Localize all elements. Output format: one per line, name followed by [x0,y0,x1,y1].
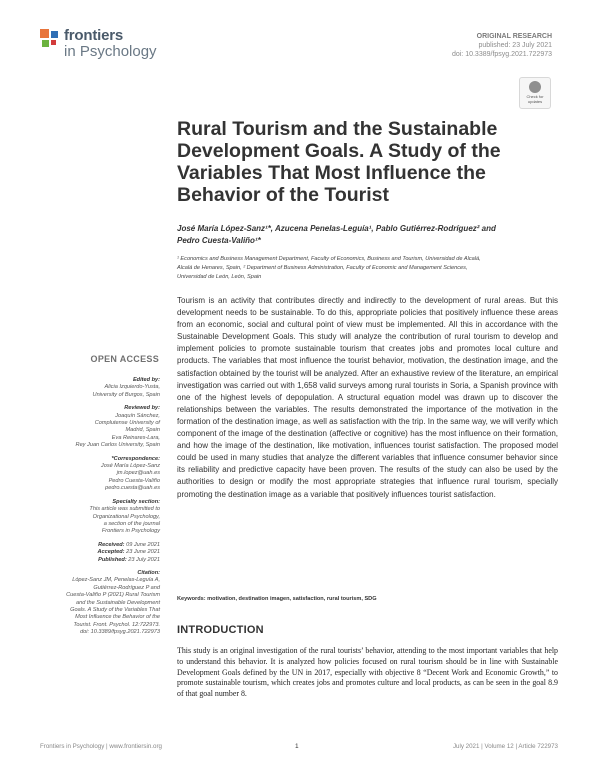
reviewed-by-label: Reviewed by: [124,405,160,412]
citation-doi[interactable]: doi: 10.3389/fpsyg.2021.722973 [80,629,160,636]
specialty-label: Specialty section: [112,498,160,505]
citation-line: Goals. A Study of the Variables That [70,606,160,613]
correspondence-line: Pedro Cuesta-Valiño [108,477,160,484]
check-for-updates-badge[interactable] [519,77,551,109]
introduction-paragraph: This study is an original investigation of the rural tourists’ behavior, attending to the most important variables that help to understand this behavior. It is analyzed how policies focused on rural tourism should be in line with Sustainable Development Goals defined by the UN in 2017, especially with objective 8 “Decent Work and Economic Growth,” to promote sustainable tourism, which creates jobs and promotes culture and local products, as can be seen in the goal 8.9 of that goal number 8. [177,646,558,699]
received-line [40,542,160,549]
specialty-line: Organizational Psychology, [92,513,160,520]
introduction-heading: INTRODUCTION [177,624,264,636]
affiliations [177,255,557,281]
reviewer-line: Madrid, Spain [125,427,160,434]
accepted-line [40,549,160,556]
journal-name-line1: frontiers [64,27,124,44]
footer-volume-info: July 2021 | Volume 12 | Article 722973 [452,743,558,750]
doi-link[interactable]: doi: 10.3389/fpsyg.2021.722973 [451,51,552,58]
published-date: published: 23 July 2021 [478,42,552,49]
footer-journal-link[interactable]: Frontiers in Psychology | www.frontiersin.org [40,743,162,750]
journal-name-line2: in Psychology [64,43,157,60]
article-meta [452,32,552,59]
citation-line: López-Sanz JM, Penelas-Leguía A, [72,577,160,584]
badge-text-2: updates [527,99,543,104]
keywords [177,596,558,602]
citation-line: and the Sustainable Development [76,599,160,606]
correspondence-block [40,456,160,493]
correspondence-line: José María López-Sanz [100,463,160,470]
correspondence-email[interactable]: pedro.cuesta@uah.es [105,485,160,492]
edited-by-block [40,377,160,399]
reviewer-line[interactable]: Eva Reinares-Lara, [111,434,160,441]
citation-line: Cuesta-Valiño P (2021) Rural Tourism [66,592,160,599]
affiliation-line-1: ¹ Economics and Business Management Department, Faculty of Economics, Business and Tourism, Universidad de Alcalá, [177,256,481,262]
correspondence-email[interactable]: jm.lopez@uah.es [116,470,160,477]
article-type: ORIGINAL RESEARCH [476,33,552,40]
received-date: 09 June 2021 [126,541,160,548]
reviewer-line[interactable]: Joaquín Sánchez, [115,412,160,419]
keywords-text: motivation, destination imagen, satisfaction, rural tourism, SDG [207,596,377,602]
open-access-label: OPEN ACCESS [90,354,159,364]
received-label: Received: [98,541,125,548]
authors-line-2[interactable]: Pedro Cuesta-Valiño¹* [177,236,261,245]
keywords-label: Keywords: [177,596,206,602]
page-number: 1 [295,743,299,750]
specialty-line: a section of the journal [103,520,160,527]
specialty-line: Frontiers in Psychology [101,528,160,535]
published-label: Published: [98,556,127,563]
published-line [40,557,160,564]
frontiers-logo-icon [40,29,62,51]
accepted-label: Accepted: [97,549,125,556]
dates-block [40,542,160,564]
specialty-block [40,499,160,536]
edited-by-label: Edited by: [132,377,160,383]
update-icon [529,81,541,93]
citation-line: Most Influence the Behavior of the [75,614,160,621]
citation-line: Tourist. Front. Psychol. 12:722973. [73,621,160,628]
sidebar-info [40,377,160,643]
specialty-line: This article was submitted to [89,506,160,513]
accepted-date: 23 June 2021 [126,549,160,556]
badge-text-1: Check for [526,94,544,99]
affiliation-line-2: Alcalá de Henares, Spain, ² Department of Business Administration, Faculty of Economic and Management Sciences, [177,264,468,271]
reviewer-line: Rey Juan Carlos University, Spain [75,442,160,449]
citation-label: Citation: [137,569,160,576]
correspondence-label: *Correspondence: [111,455,160,462]
abstract: Tourism is an activity that contributes directly and indirectly to the development of rural areas. But this development needs to be sustainable. To do this, appropriate policies that positively influence these areas from an economic, social and cultural point of view must be implemented. All this in accordance with the Sustainable Development Goals. This study will analyze the contribution of rural tourism to develop and implement policies to promote sustainable tourism that creates jobs and promotes local culture and products. The variables that most influence the tourist behavior, motivation, the destination image, and the satisfaction obtained by the tourist will be analyzed. After an exhaustive review of the literature, an empirical investigation was carried out with 1,658 valid surveys among rural tourists in Soria, a Spanish province with one of the highest levels of depopulation. A structural equation model was drawn up to discover the relationships between the variables. The results demonstrated the importance of the motivation in the formation of the destination image, as well as satisfaction with the trip. In the same way, we will verify which component of the image of the destination (affective or cognitive) has the most influence on their formation, and how the image of the destination, like motivation, influences tourist satisfaction. The proposed model could be used in many studies that analyze the different variables that influence consumer behavior since its reliability and predictive capacity have been proven. The results of the study can also be used by the authorities to design or modify the most appropriate strategies that influence rural tourism, specially promoting the destination image as a variable that positively influences tourist satisfaction. [177,296,558,499]
published-date-side: 23 July 2021 [128,556,160,563]
authors-line-1[interactable]: José María López-Sanz¹*, Azucena Penelas-Leguía¹, Pablo Gutiérrez-Rodríguez² and [177,224,496,233]
affiliation-line-3: Universidad de León, León, Spain [177,273,262,280]
citation-line: Gutiérrez-Rodríguez P and [93,584,160,591]
reviewer-line: Complutense University of [94,420,160,427]
citation-block [40,570,160,637]
author-list [177,223,557,247]
editor-line[interactable]: Alicia Izquierdo-Yusta, [104,384,160,391]
editor-line: University of Burgos, Spain [92,391,160,398]
article-title: Rural Tourism and the Sustainable Development Goals. A Study of the Variables That Most Influence the Behavior of the Tourist [177,118,501,206]
journal-logo[interactable] [40,27,180,67]
reviewed-by-block [40,405,160,449]
